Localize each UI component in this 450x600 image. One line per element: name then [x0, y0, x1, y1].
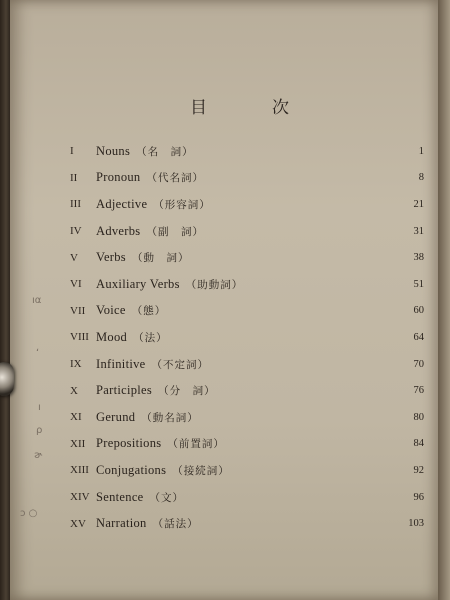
leader-dots: [170, 332, 396, 342]
pencil-mark: ɔ ○: [20, 508, 38, 519]
entry-title: Narration: [96, 516, 147, 531]
next-page-edge: [438, 0, 450, 600]
entry-japanese: （代名詞）: [146, 173, 204, 185]
entry-title: Verbs: [96, 250, 126, 265]
page-title-right: 次: [272, 98, 289, 118]
leader-dots: [168, 306, 396, 316]
entry-page: 92: [413, 464, 424, 476]
entry-japanese: （分 詞）: [158, 386, 216, 398]
toc-entry: [60, 298, 424, 325]
leader-dots: [201, 519, 396, 529]
entry-title: Prepositions: [96, 436, 162, 451]
toc-entry: [60, 510, 424, 537]
entry-page: 8: [418, 172, 424, 184]
entry-japanese: （動名詞）: [141, 412, 199, 424]
entry-numeral: VII: [70, 304, 86, 317]
book-page: [10, 0, 438, 600]
entry-page: 64: [413, 331, 424, 343]
entry-title: Participles: [96, 383, 153, 398]
entry-japanese: （文）: [149, 492, 185, 504]
entry-japanese: （前置詞）: [167, 439, 225, 451]
entry-japanese: （助動詞）: [185, 279, 244, 291]
toc-entry: [60, 377, 424, 404]
leader-dots: [206, 226, 396, 236]
entry-page: 38: [413, 252, 424, 264]
entry-japanese: （副 詞）: [146, 226, 204, 238]
pencil-mark: ρ: [36, 425, 43, 436]
entry-page: 103: [408, 518, 424, 530]
entry-title: Voice: [96, 303, 126, 318]
pencil-mark: ı: [38, 402, 41, 413]
page-title: [10, 93, 438, 117]
leader-dots: [196, 146, 396, 156]
entry-numeral: XII: [70, 437, 86, 450]
toc-entry: [60, 218, 424, 245]
entry-japanese: （話法）: [152, 519, 199, 531]
entry-japanese: （態）: [131, 306, 167, 318]
entry-page: 21: [413, 198, 424, 210]
entry-title: Auxiliary Verbs: [96, 276, 180, 291]
entry-japanese: （接続詞）: [172, 465, 230, 477]
entry-page: 96: [413, 491, 424, 503]
entry-japanese: （不定詞）: [151, 359, 210, 371]
toc-entry: [60, 431, 424, 458]
entry-title: Adjective: [96, 196, 148, 211]
leader-dots: [213, 199, 396, 209]
entry-japanese: （名 詞）: [136, 146, 194, 158]
entry-japanese: （法）: [133, 332, 168, 344]
entry-title: Nouns: [96, 143, 131, 158]
entry-numeral: II: [70, 171, 78, 184]
toc-entry: [60, 457, 424, 484]
entry-title: Pronoun: [96, 170, 141, 185]
entry-title: Infinitive: [96, 356, 146, 371]
toc-entry: [60, 138, 424, 165]
entry-numeral: I: [70, 145, 74, 158]
toc-entry: [60, 191, 424, 218]
entry-title: Sentence: [96, 489, 144, 504]
table-of-contents: [60, 138, 424, 537]
toc-entry: [60, 271, 424, 298]
entry-title: Gerund: [96, 409, 136, 424]
entry-page: 84: [413, 438, 424, 450]
entry-numeral: XIII: [70, 464, 89, 477]
leader-dots: [218, 386, 396, 396]
leader-dots: [211, 359, 396, 369]
entry-japanese: （動 詞）: [131, 253, 190, 265]
entry-page: 1: [418, 145, 424, 157]
entry-numeral: VI: [70, 278, 82, 291]
entry-title: Adverbs: [96, 223, 141, 238]
entry-page: 80: [413, 411, 424, 423]
toc-entry: [60, 165, 424, 192]
binding-ring: [0, 362, 14, 396]
pencil-mark: ʻ: [36, 348, 40, 359]
leader-dots: [191, 253, 396, 263]
entry-page: 70: [413, 358, 424, 370]
toc-entry: [60, 244, 424, 271]
toc-entry: [60, 484, 424, 511]
leader-dots: [245, 279, 396, 289]
entry-numeral: III: [70, 198, 81, 211]
entry-numeral: XIV: [70, 491, 90, 504]
toc-entry: [60, 404, 424, 431]
toc-entry: [60, 324, 424, 351]
entry-page: 51: [413, 278, 424, 290]
entry-japanese: （形容詞）: [153, 199, 211, 211]
entry-numeral: X: [70, 384, 78, 397]
pencil-mark: ıα: [32, 295, 42, 306]
entry-page: 76: [413, 385, 424, 397]
entry-numeral: V: [70, 251, 78, 264]
entry-numeral: XV: [70, 517, 86, 530]
entry-title: Conjugations: [96, 462, 167, 477]
entry-numeral: IX: [70, 358, 82, 371]
leader-dots: [232, 465, 396, 475]
entry-title: Mood: [96, 329, 128, 344]
leader-dots: [206, 173, 396, 183]
entry-numeral: VIII: [70, 331, 89, 344]
leader-dots: [227, 439, 396, 449]
entry-numeral: XI: [70, 411, 82, 424]
leader-dots: [186, 492, 396, 502]
leader-dots: [201, 412, 396, 422]
pencil-mark: ɚ: [34, 450, 43, 461]
entry-page: 31: [413, 225, 424, 237]
page-title-left: 目: [190, 98, 207, 118]
entry-page: 60: [413, 305, 424, 317]
toc-entry: [60, 351, 424, 378]
entry-numeral: IV: [70, 225, 82, 238]
